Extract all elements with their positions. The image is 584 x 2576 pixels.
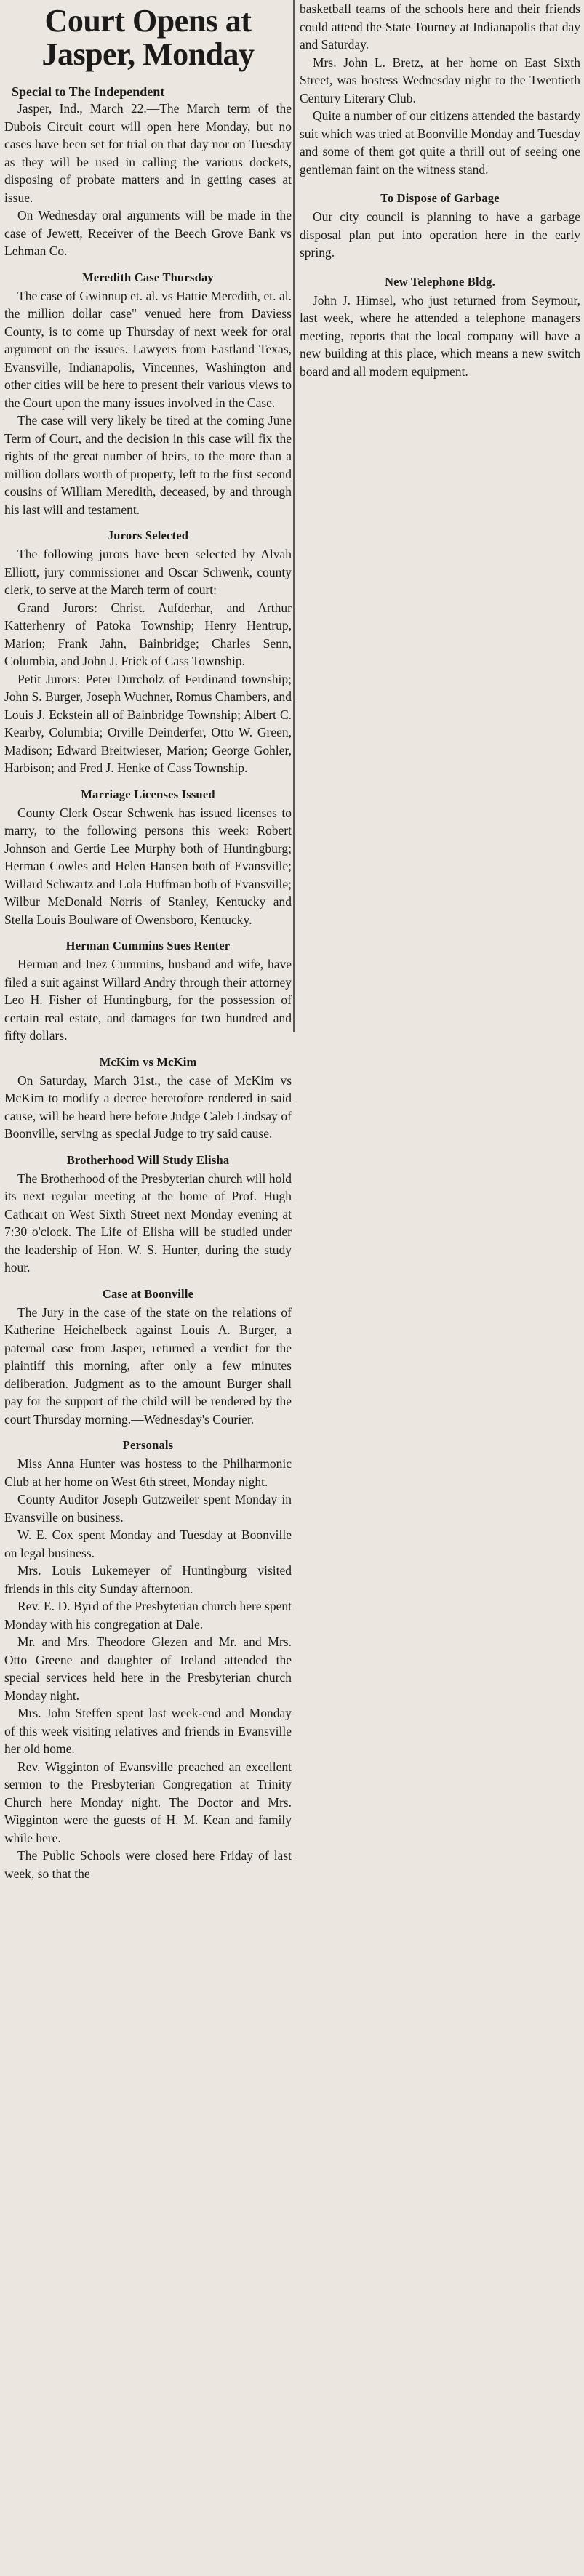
lead-paragraph: Jasper, Ind., March 22.—The March term of the Dubois Circuit court will open here Monday, but no cases have been set for trial on that day nor on Tuesday as they will be used in calling the various dockets, disposing of probate matters and in getting cases at issue. <box>4 101 292 205</box>
article-section <box>4 1055 292 1143</box>
section-heading: Personals <box>122 1438 174 1452</box>
article-section <box>4 787 292 929</box>
article-sections <box>4 270 292 1883</box>
headline <box>4 4 292 71</box>
section-heading: McKim vs McKim <box>99 1054 197 1069</box>
paragraph: W. E. Cox spent Monday and Tuesday at Boonville on legal business. <box>4 1528 292 1560</box>
paragraph: The Brotherhood of the Presbyterian church will hold its next regular meeting at the home of Prof. Hugh Cathcart on West Sixth Street next Monday evening at 7:30 o'clock. The Life of Elisha will be studied under the leadership of Hon. W. S. Hunter, during the study hour. <box>4 1171 292 1275</box>
article-section <box>4 270 292 519</box>
paragraph: John J. Himsel, who just returned from Seymour, last week, where he attended a telephone managers meeting, reports that the local company will have a new building at this place, which means a new switch board and all modern equipment. <box>300 292 580 379</box>
paragraph: The Jury in the case of the state on the relations of Katherine Heichelbeck against Louis A. Burger, a paternal case from Jasper, returned a verdict for the plaintiff this morning, after only a few minutes deliberation. Judgment as to the amount Burger shall pay for the support of the child will be rendered by the court Thursday morning.—Wednesday's Courier. <box>4 1304 292 1427</box>
column-rule <box>293 0 295 1032</box>
paragraph: Miss Anna Hunter was hostess to the Philharmonic Club at her home on West 6th street, Monday night. <box>4 1456 292 1489</box>
dateline: Special to The Independent <box>12 84 165 99</box>
article-section <box>4 1438 292 1882</box>
paragraph: Rev. Wigginton of Evansville preached an excellent sermon to the Presbyterian Congregation at Trinity Church here Monday night. The Doctor and Mrs. Wigginton were the guests of H. M. Kean and family while here. <box>4 1759 292 1845</box>
paragraph: Quite a number of our citizens attended the bastardy suit which was tried at Boonville Monday and Tuesday and some of them got quite a thrill out of seeing one gentleman faint on the witness stand. <box>300 108 580 177</box>
article-section <box>4 1287 292 1429</box>
paragraph: County Clerk Oscar Schwenk has issued licenses to marry, to the following persons this week: Robert Johnson and Gertie Lee Murphy both of Huntingburg; Herman Cowles and Helen Hansen both of Evansville; Willard Schwartz and Lola Huffman both of Evansville; Wilbur McDonald Norris of Stanley, Kentucky and Stella Louis Boulware of Owensboro, Kentucky. <box>4 805 292 927</box>
article-section <box>4 529 292 777</box>
column-right <box>300 0 580 380</box>
section-heading: Marriage Licenses Issued <box>81 787 215 801</box>
section-heading: Herman Cummins Sues Renter <box>65 939 231 952</box>
paragraph: Rev. E. D. Byrd of the Presbyterian church here spent Monday with his congregation at Dale. <box>4 1599 292 1632</box>
paragraph: The following jurors have been selected by Alvah Elliott, jury commissioner and Oscar Schwenk, county clerk, to serve at the March term of court: <box>4 547 292 597</box>
paragraph: County Auditor Joseph Gutzweiler spent Monday in Evansville on business. <box>4 1492 292 1525</box>
column-left <box>4 4 292 1882</box>
article-sections-right <box>300 191 580 380</box>
paragraph: Herman and Inez Cummins, husband and wife, have filed a suit against Willard Andry through their attorney Leo H. Fisher of Huntingburg, for the possession of certain real estate, and damages for two hundred and fifty dollars. <box>4 957 292 1043</box>
paragraph: Grand Jurors: Christ. Aufderhar, and Arthur Katterhenry of Patoka Township; Henry Hentrup, Marion; Frank Jahn, Bainbridge; Charles Senn, Columbia, and John J. Frick of Cass Township. <box>4 600 292 668</box>
headline-line-1: Court Opens at <box>44 3 252 39</box>
paragraph: Mrs. John L. Bretz, at her home on East Sixth Street, was hostess Wednesday night to the Twentieth Century Literary Club. <box>300 55 580 105</box>
article-section <box>4 1153 292 1277</box>
section-heading: Brotherhood Will Study Elisha <box>66 1152 230 1167</box>
section-heading: Jurors Selected <box>107 529 189 542</box>
paragraph: The case of Gwinnup et. al. vs Hattie Meredith, et. al. the million dollar case" venued here from Daviess County, is to come up Thursday of next week for oral argument on the issues. Lawyers from Eastland Texas, Evansville, Indianapolis, Vincennes, Washington and other cities will be here to present their various views to the Court upon the many issues involved in the Case. <box>4 288 292 410</box>
article-section <box>300 191 580 262</box>
section-heading: To Dispose of Garbage <box>380 191 500 205</box>
headline-line-2: Jasper, Monday <box>41 36 255 72</box>
section-heading: Case at Boonville <box>102 1286 194 1301</box>
paragraph: On Saturday, March 31st., the case of McKim vs McKim to modify a decree heretofore rendered in said cause, will be heard here before Judge Caleb Lindsay of Boonville, serving as special Judge to try said cause. <box>4 1072 292 1141</box>
lead-paragraph-2: On Wednesday oral arguments will be made in the case of Jewett, Receiver of the Beech Grove Bank vs Lehman Co. <box>4 208 292 258</box>
article-section <box>4 939 292 1045</box>
section-heading: New Telephone Bldg. <box>385 274 495 289</box>
article-section <box>300 275 580 381</box>
continued-paragraph: basketball teams of the schools here and their friends could attend the State Tourney at Indianapolis that day and Saturday. <box>300 1 580 52</box>
section-heading: Meredith Case Thursday <box>82 270 214 284</box>
paragraph: The Public Schools were closed here Friday of last week, so that the <box>4 1848 292 1881</box>
paragraph: Mrs. Louis Lukemeyer of Huntingburg visited friends in this city Sunday afternoon. <box>4 1563 292 1596</box>
paragraph: Our city council is planning to have a garbage disposal plan put into operation here in the early spring. <box>300 209 580 260</box>
paragraph: Petit Jurors: Peter Durcholz of Ferdinand township; John S. Burger, Joseph Wuchner, Romus Chambers, and Louis J. Eckstein all of Bainbridge Township; Albert C. Kearby, Columbia; Orville Deinderfer, Otto W. Green, Madison; Edward Breitwieser, Marion; George Gohler, Harbison; and Fred J. Henke of Cass Township. <box>4 671 292 775</box>
paragraph: Mrs. John Steffen spent last week-end and Monday of this week visiting relatives and friends in Evansville her old home. <box>4 1706 292 1756</box>
paragraph: Mr. and Mrs. Theodore Glezen and Mr. and Mrs. Otto Greene and daughter of Ireland attended the special services held here in the Presbyterian church Monday night. <box>4 1634 292 1703</box>
paragraph: The case will very likely be tired at the coming June Term of Court, and the decision in this case will fix the rights of the great number of heirs, to the more than a million dollars worth of property, left to the first second cousins of William Meredith, deceased, by and through his last will and testament. <box>4 413 292 517</box>
